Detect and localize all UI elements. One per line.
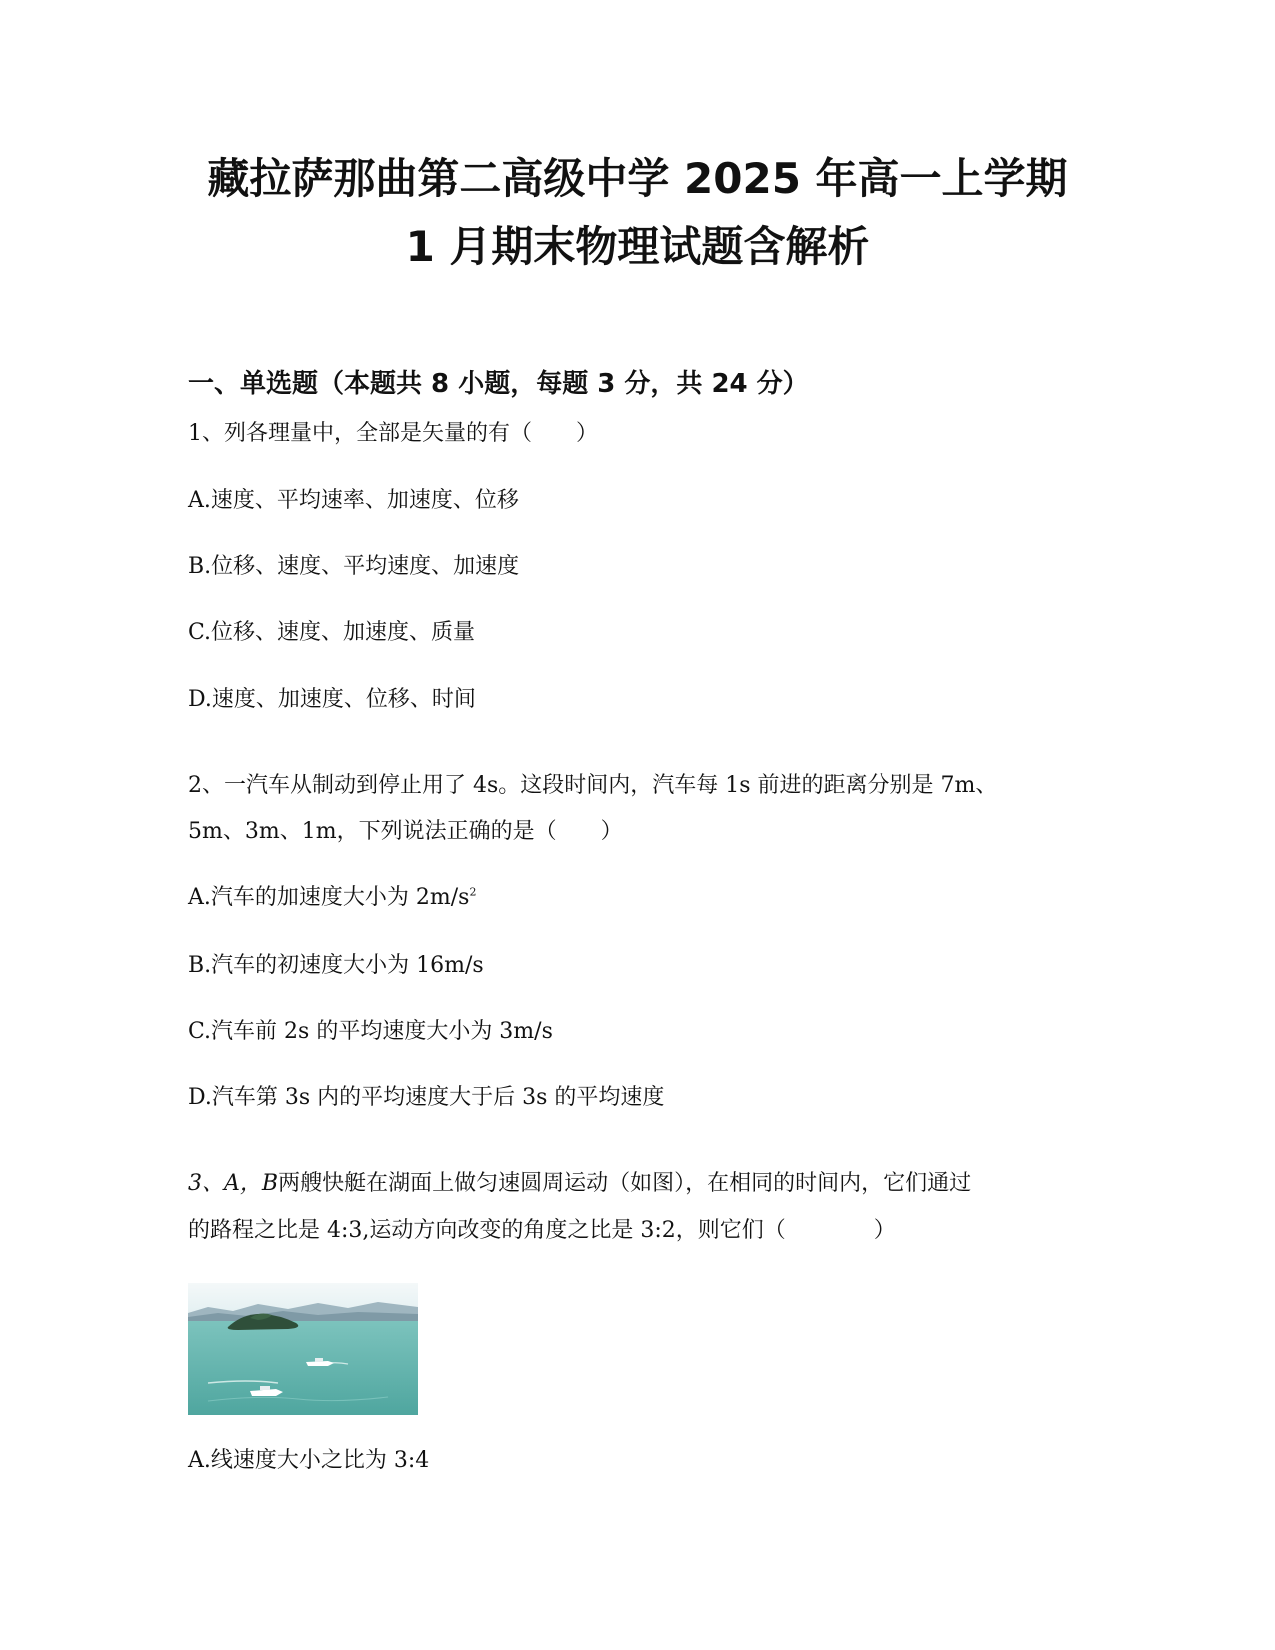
q2-option-a: [188, 887, 476, 909]
q1-stem: 1、列各理量中，全部是矢量的有（ ）: [188, 421, 598, 446]
title-line-1: 藏拉萨那曲第二高级中学 2025 年高一上学期: [207, 154, 1068, 203]
q3-stem-line-1: [188, 1173, 971, 1195]
q1-option-c: C.位移、速度、加速度、质量: [188, 620, 476, 645]
q2-stem-line-1: 2、一汽车从制动到停止用了 4s。这段时间内，汽车每 1s 前进的距离分别是 7m、: [188, 773, 998, 798]
q1-option-b: B.位移、速度、平均速度、加速度: [188, 554, 520, 579]
q3-stem-line-1-rest: 两艘快艇在湖面上做匀速圆周运动（如图），在相同的时间内，它们通过: [278, 1171, 972, 1196]
q2-option-c: C.汽车前 2s 的平均速度大小为 3m/s: [188, 1019, 553, 1044]
speedboats-lake-photo: [188, 1283, 418, 1415]
q3-option-a: A.线速度大小之比为 3:4: [188, 1448, 430, 1473]
title-line-2: 1 月期末物理试题含解析: [405, 222, 870, 271]
q2-option-a-text: A.汽车的加速度大小为 2m/s: [188, 885, 470, 910]
q2-option-b: B.汽车的初速度大小为 16m/s: [188, 953, 484, 978]
q2-stem-line-2: 5m、3m、1m，下列说法正确的是（ ）: [188, 819, 623, 844]
q1-option-a: A.速度、平均速率、加速度、位移: [188, 488, 519, 513]
q3-number: 3、A，B: [188, 1171, 279, 1196]
q2-option-d: D.汽车第 3s 内的平均速度大于后 3s 的平均速度: [188, 1085, 665, 1110]
q1-option-d: D.速度、加速度、位移、时间: [188, 687, 476, 712]
section-heading: 一、单选题（本题共 8 小题，每题 3 分，共 24 分）: [188, 369, 809, 399]
q3-stem-line-2: 的路程之比是 4:3,运动方向改变的角度之比是 3:2，则它们（ ）: [188, 1218, 896, 1243]
q2-option-a-exponent: 2: [469, 885, 477, 899]
